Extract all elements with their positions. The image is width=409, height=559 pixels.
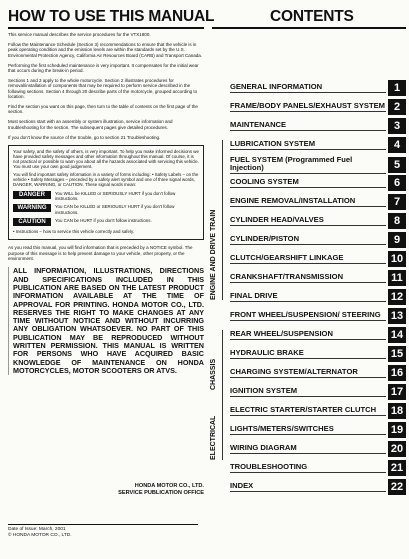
toc-number: 3 — [388, 118, 406, 134]
toc-number: 17 — [388, 384, 406, 400]
paragraph: Performing the first scheduled maintenance is very important. It compensates for the initial wear that occurs during the break-in period. — [8, 62, 199, 74]
toc-number: 19 — [388, 422, 406, 438]
toc-title: FINAL DRIVE — [230, 292, 386, 302]
caution-tag: CAUTION — [13, 218, 51, 226]
toc-title: ENGINE REMOVAL/INSTALLATION — [230, 197, 386, 207]
paragraph: Follow the Maintenance Schedule (Section 3) recommendations to ensure that the vehicle is in peak operating condition and the emission levels are within the standards set by the U.S. Environmental Protection Agency, California Air Resources Board (CARB) and Transport Canada. — [8, 41, 203, 58]
toc-item[interactable] — [230, 346, 406, 362]
toc-number: 1 — [388, 80, 406, 96]
toc-item[interactable] — [230, 232, 406, 248]
publisher — [24, 483, 204, 497]
toc-title: COOLING SYSTEM — [230, 178, 386, 188]
toc-number: 16 — [388, 365, 406, 381]
toc-number: 2 — [388, 99, 406, 115]
safety-forms: You will find important safety information in a variety of forms including: • Safety Labels – on the vehicle • Safety Messages – preceded by a safety alert symbol and one of three signal words, DANGER, WARNING, or CAUTION. These signal words mean: — [13, 171, 199, 188]
toc-item[interactable] — [230, 118, 406, 134]
how-to-use-column — [8, 32, 204, 375]
caution-text: You CAN be HURT if you don't follow instructions. — [55, 217, 152, 223]
toc-item[interactable] — [230, 213, 406, 229]
title-rule — [8, 27, 204, 29]
toc-item[interactable] — [230, 80, 406, 96]
toc-number: 12 — [388, 289, 406, 305]
toc-number: 22 — [388, 479, 406, 495]
danger-signal — [13, 191, 199, 202]
paragraph: Find the section you want on this page, then turn to the table of contents on the first page of the section. — [8, 104, 198, 115]
toc-number: 21 — [388, 460, 406, 476]
toc-title: HYDRAULIC BRAKE — [230, 349, 386, 359]
paragraph: If you don't know the source of the trouble, go to section 21 Troubleshooting. — [8, 134, 161, 140]
toc-title: CYLINDER/PISTON — [230, 235, 386, 245]
copyright: © HONDA MOTOR CO., LTD. — [8, 533, 72, 538]
toc-item[interactable] — [230, 460, 406, 476]
toc-title: CRANKSHAFT/TRANSMISSION — [230, 273, 386, 283]
warning-tag: WARNING — [13, 204, 51, 212]
safety-box — [8, 145, 204, 241]
toc-title: CYLINDER HEAD/VALVES — [230, 216, 386, 226]
toc-item[interactable] — [230, 422, 406, 438]
legal-notice-text: ALL INFORMATION, ILLUSTRATIONS, DIRECTIONS AND SPECIFICATIONS INCLUDED IN THIS PUBLICATION ARE BASED ON THE LATEST PRODUCT INFORMATION AVAILABLE AT THE TIME OF APPROVAL FOR PRINTING. HONDA MOTOR CO., LTD. RESERVES THE RIGHT TO MAKE CHANGES AT ANY TIME WITHOUT NOTICE AND WITHOUT INCURRING ANY OBLIGATION WHATSOEVER. NO PART OF THIS PUBLICATION MAY BE REPRODUCED WITHOUT WRITTEN PERMISSION. THIS MANUAL IS WRITTEN FOR PERSONS WHO HAVE ACQUIRED BASIC KNOWLEDGE OF MAINTENANCE ON HONDA MOTORCYCLES, MOTOR SCOOTERS OR ATVS. — [13, 266, 204, 375]
paragraph: This service manual describes the service procedures for the VTX1800. — [8, 32, 151, 37]
group-label-electrical: ELECTRICAL — [210, 415, 217, 460]
toc-number: 10 — [388, 251, 406, 267]
contents-title: CONTENTS — [270, 8, 354, 25]
toc-number: 6 — [388, 175, 406, 191]
warning-signal — [13, 204, 199, 215]
toc-number: 15 — [388, 346, 406, 362]
paragraph: Sections 1 and 3 apply to the whole motorcycle. Section 2 illustrates procedures for removal/installation of components that may be required to perform service described in the following sections. Section 4 through 20 describe parts of the motorcycle, grouped according to location. — [8, 77, 198, 100]
toc-item[interactable] — [230, 441, 406, 457]
toc-item[interactable] — [230, 403, 406, 419]
toc-number: 8 — [388, 213, 406, 229]
toc-title: LIGHTS/METERS/SWITCHES — [230, 425, 386, 435]
warning-text: You CAN be KILLED or SERIOUSLY HURT if you don't follow instructions. — [55, 204, 175, 215]
safety-intro: Your safety, and the safety of others, is very important. To help you make informed decisions we have provided safety messages and other information throughout this manual. Of course, it is not practical or possible to warn you about all the hazards associated with servicing this vehicle. You must use your own good judgement. — [13, 148, 199, 170]
toc-number: 11 — [388, 270, 406, 286]
toc-title: IGNITION SYSTEM — [230, 387, 386, 397]
toc-number: 7 — [388, 194, 406, 210]
group-label-engine: ENGINE AND DRIVE TRAIN — [210, 209, 217, 300]
toc-number: 18 — [388, 403, 406, 419]
toc-title: INDEX — [230, 482, 386, 492]
toc-item[interactable] — [230, 137, 406, 153]
toc-title: WIRING DIAGRAM — [230, 444, 386, 454]
toc-title: ELECTRIC STARTER/STARTER CLUTCH — [230, 406, 386, 416]
toc-item[interactable] — [230, 175, 406, 191]
toc-title: REAR WHEEL/SUSPENSION — [230, 330, 386, 340]
publisher-name: HONDA MOTOR CO., LTD. — [134, 483, 204, 489]
caution-signal — [13, 218, 199, 226]
publisher-office: SERVICE PUBLICATION OFFICE — [118, 490, 204, 496]
group-bracket — [222, 140, 223, 300]
toc-item[interactable] — [230, 365, 406, 381]
toc-number: 9 — [388, 232, 406, 248]
toc-number: 20 — [388, 441, 406, 457]
toc-item[interactable] — [230, 289, 406, 305]
toc-item[interactable] — [230, 156, 406, 174]
toc-number: 14 — [388, 327, 406, 343]
toc-title: LUBRICATION SYSTEM — [230, 140, 386, 150]
footer — [8, 524, 198, 539]
toc-number: 13 — [388, 308, 406, 324]
toc-number: 5 — [388, 157, 406, 173]
contents-rule — [212, 27, 406, 29]
toc-title: FUEL SYSTEM (Programmed Fuel Injection) — [230, 156, 386, 174]
danger-tag: DANGER — [13, 191, 51, 199]
toc-title: CHARGING SYSTEM/ALTERNATOR — [230, 368, 386, 378]
issue-date: Date of Issue: March, 2001 — [8, 527, 66, 532]
toc-title: MAINTENANCE — [230, 121, 386, 131]
toc-number: 4 — [388, 137, 406, 153]
group-bracket — [222, 380, 223, 460]
toc-title: CLUTCH/GEARSHIFT LINKAGE — [230, 254, 386, 264]
toc-item[interactable] — [230, 251, 406, 267]
toc-title: TROUBLESHOOTING — [230, 463, 386, 473]
toc-item[interactable] — [230, 327, 406, 343]
toc-title: FRAME/BODY PANELS/EXHAUST SYSTEM — [230, 101, 385, 110]
toc-item[interactable] — [230, 194, 406, 210]
paragraph: Most sections start with an assembly or system illustration, service information and troubleshooting for the section. The subsequent pages give detailed procedures. — [8, 119, 173, 130]
notice-intro: As you read this manual, you will find information that is preceded by a NOTICE symbol. The purpose of this message is to help prevent damage to your vehicle, other property, or the environment. — [8, 245, 193, 261]
danger-text: You WILL be KILLED or SERIOUSLY HURT if you don't follow instructions. — [55, 190, 176, 201]
toc-item[interactable] — [230, 384, 406, 400]
toc-title: GENERAL INFORMATION — [230, 83, 386, 93]
toc-item[interactable] — [230, 308, 406, 324]
manual-title: HOW TO USE THIS MANUAL — [8, 8, 215, 25]
legal-notice — [8, 267, 204, 375]
group-label-chassis: CHASSIS — [210, 358, 217, 390]
toc-item[interactable] — [230, 479, 406, 495]
toc-item[interactable] — [230, 99, 406, 115]
toc-title: FRONT WHEEL/SUSPENSION/ STEERING — [230, 311, 386, 321]
toc-item[interactable] — [230, 270, 406, 286]
safety-instructions: • Instructions – how to service this vehicle correctly and safely. — [13, 228, 135, 234]
